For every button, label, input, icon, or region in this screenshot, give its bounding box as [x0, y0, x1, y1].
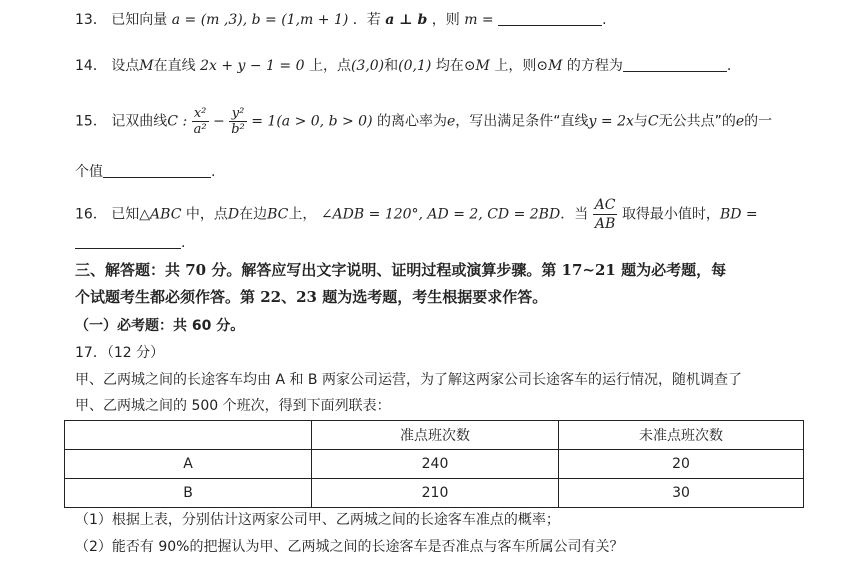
question-17-intro-line1: 甲、乙两城之间的长途客车均由 A 和 B 两家公司运营，为了解这两家公司长途客车的运行情况，随机调查了 [75, 372, 742, 388]
table-row [65, 479, 804, 508]
answer-blank [498, 11, 602, 26]
section-3-heading: 三、解答题：共 70 分。解答应写出文字说明、证明过程或演算步骤。第 17~21 题为必考题，每 个试题考生都必须作答。第 22、23 题为选考题，考生根据要求作答。 [75, 261, 727, 306]
answer-blank [75, 234, 181, 249]
question-13: 13． 已知向量 a = (m ,3), b = (1,m + 1) ．若 a ⊥ b ，则 m = . [75, 12, 607, 28]
question-16-continued: . [75, 233, 185, 253]
question-number: 15． [75, 113, 107, 130]
table-header-cell: 未准点班次数 [559, 421, 804, 450]
answer-blank [623, 57, 727, 72]
answer-blank [103, 163, 211, 178]
question-15: 15． 记双曲线C : $\frac{\text{x²}}{\text{a²}}$ − $\frac{\text{y²}}{\text{b²}}$ = 1(a > 0, b > 0) 的离心率为e，写出满足条件“直线y = 2x与C无公共点”的e的一 [75, 106, 773, 137]
table-cell: 20 [559, 450, 804, 479]
vector-definition: a = (m ,3), b = (1,m + 1) [171, 12, 349, 28]
fraction-y2-b2: $\frac{\text{y²}}{\text{b²}}$ [231, 106, 245, 137]
line-equation: 2x + y − 1 = 0 [200, 58, 305, 74]
table-header-row [65, 421, 804, 450]
question-17-part-1: （1）根据上表，分别估计这两家公司甲、乙两城之间的长途客车准点的概率； [75, 512, 560, 528]
question-number: 13． [75, 12, 107, 28]
question-15-continued: 个值 . [75, 164, 216, 180]
table-cell: A [65, 450, 312, 479]
table-row [65, 450, 804, 479]
table-header-cell: 准点班次数 [312, 421, 559, 450]
table-cell: 240 [312, 450, 559, 479]
fraction-ac-ab: $\frac{AC}{AB}$ [594, 197, 616, 232]
table-header-cell [65, 421, 312, 450]
table-cell: 30 [559, 479, 804, 508]
contingency-table [64, 420, 804, 508]
question-number: 14． [75, 58, 107, 74]
question-16: 16． 已知△ABC 中，点D在边BC上， ∠ADB = 120°, AD = 2, CD = 2BD．当 $\frac{AC}{AB}$ 取得最小值时，BD = [75, 197, 758, 232]
part-1-heading: （一）必考题：共 60 分。 [75, 318, 245, 334]
angle-condition: ∠ADB = 120°, AD = 2, CD = 2BD [320, 206, 561, 223]
question-17-part-2: （2）能否有 90%的把握认为甲、乙两城之间的长途客车是否准点与客车所属公司有关？ [75, 539, 624, 555]
perpendicular-condition: a ⊥ b [385, 12, 428, 28]
question-17-header: 17．（12 分） [75, 345, 165, 361]
table-cell: 210 [312, 479, 559, 508]
fraction-x2-a2: $\frac{\text{x²}}{\text{a²}}$ [193, 106, 207, 137]
question-14: 14． 设点M在直线 2x + y − 1 = 0 上，点(3,0)和(0,1) 均在⊙M 上，则⊙M 的方程为 . [75, 58, 732, 74]
table-cell: B [65, 479, 312, 508]
question-number: 16． [75, 206, 107, 223]
question-17-intro-line2: 甲、乙两城之间的 500 个班次，得到下面列联表： [75, 398, 391, 414]
